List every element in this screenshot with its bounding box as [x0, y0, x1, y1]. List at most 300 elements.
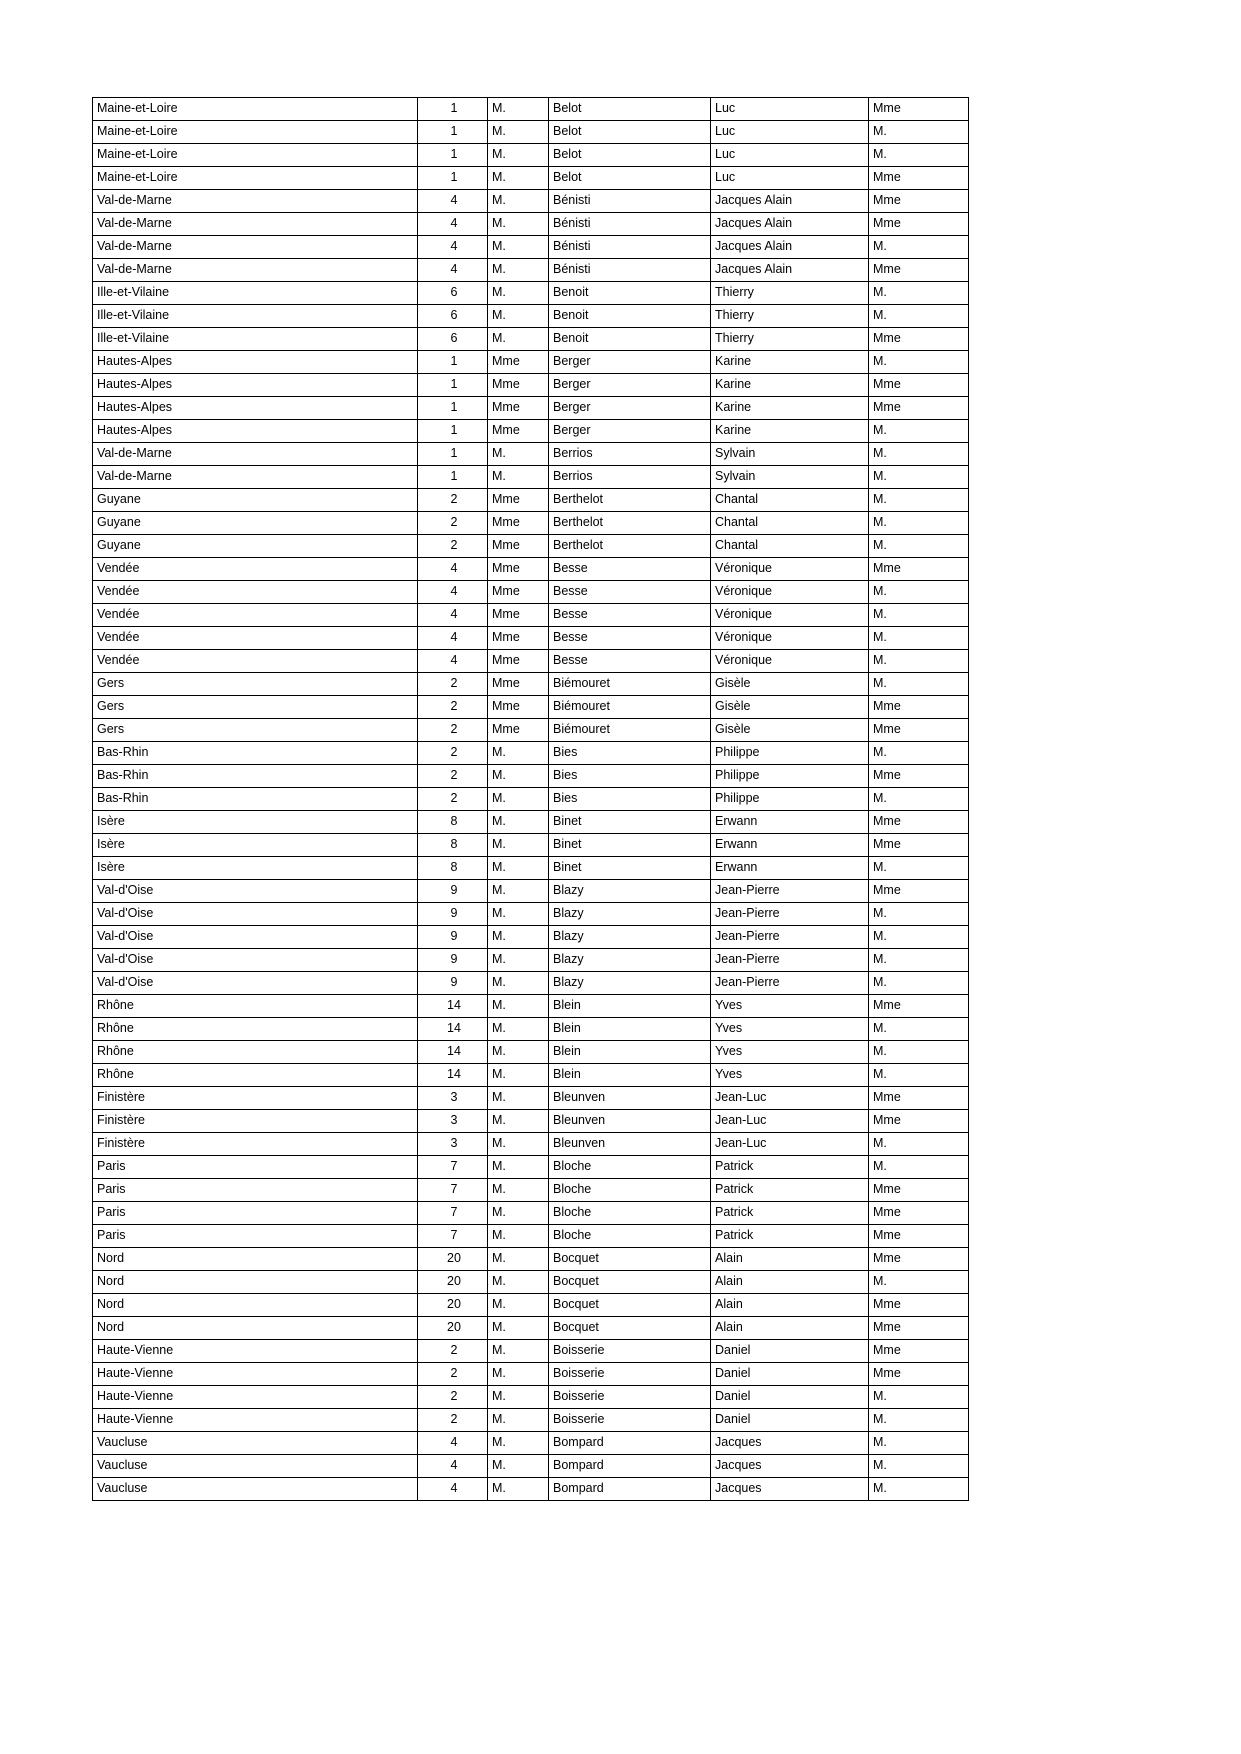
cell-nom: Boisserie — [549, 1363, 711, 1386]
table-row — [93, 397, 969, 420]
cell-civilite: Mme — [488, 719, 549, 742]
cell-numero: 7 — [418, 1202, 488, 1225]
cell-civilite_2: M. — [869, 121, 969, 144]
cell-prenom: Erwann — [711, 834, 869, 857]
table-row — [93, 834, 969, 857]
table-row — [93, 1225, 969, 1248]
cell-civilite_2: M. — [869, 1409, 969, 1432]
cell-numero: 20 — [418, 1248, 488, 1271]
table-row — [93, 236, 969, 259]
cell-civilite_2: Mme — [869, 811, 969, 834]
cell-civilite_2: Mme — [869, 834, 969, 857]
table-row — [93, 213, 969, 236]
cell-nom: Blazy — [549, 972, 711, 995]
cell-prenom: Daniel — [711, 1409, 869, 1432]
cell-departement: Val-de-Marne — [93, 443, 418, 466]
cell-nom: Bloche — [549, 1225, 711, 1248]
table-container — [92, 97, 968, 1501]
cell-civilite_2: M. — [869, 420, 969, 443]
cell-civilite: M. — [488, 765, 549, 788]
cell-prenom: Karine — [711, 374, 869, 397]
cell-prenom: Erwann — [711, 811, 869, 834]
table-row — [93, 190, 969, 213]
cell-prenom: Sylvain — [711, 466, 869, 489]
cell-civilite_2: Mme — [869, 1087, 969, 1110]
cell-numero: 4 — [418, 627, 488, 650]
table-row — [93, 765, 969, 788]
cell-numero: 2 — [418, 719, 488, 742]
cell-departement: Rhône — [93, 1064, 418, 1087]
cell-departement: Gers — [93, 673, 418, 696]
cell-civilite: M. — [488, 98, 549, 121]
table-row — [93, 1317, 969, 1340]
cell-numero: 2 — [418, 765, 488, 788]
cell-nom: Blein — [549, 995, 711, 1018]
cell-nom: Bleunven — [549, 1110, 711, 1133]
cell-numero: 2 — [418, 673, 488, 696]
cell-civilite: Mme — [488, 397, 549, 420]
cell-numero: 4 — [418, 213, 488, 236]
cell-prenom: Chantal — [711, 512, 869, 535]
cell-civilite_2: M. — [869, 581, 969, 604]
cell-departement: Vendée — [93, 650, 418, 673]
cell-civilite: Mme — [488, 627, 549, 650]
cell-prenom: Jacques Alain — [711, 259, 869, 282]
cell-departement: Val-de-Marne — [93, 259, 418, 282]
cell-departement: Vaucluse — [93, 1478, 418, 1501]
cell-nom: Binet — [549, 857, 711, 880]
cell-nom: Berger — [549, 374, 711, 397]
cell-numero: 4 — [418, 1478, 488, 1501]
cell-departement: Maine-et-Loire — [93, 167, 418, 190]
cell-civilite: Mme — [488, 650, 549, 673]
cell-civilite: M. — [488, 1432, 549, 1455]
cell-prenom: Yves — [711, 995, 869, 1018]
cell-numero: 4 — [418, 1455, 488, 1478]
cell-nom: Boisserie — [549, 1386, 711, 1409]
cell-civilite_2: M. — [869, 1271, 969, 1294]
cell-departement: Bas-Rhin — [93, 788, 418, 811]
cell-civilite_2: M. — [869, 236, 969, 259]
cell-civilite: M. — [488, 811, 549, 834]
cell-civilite_2: M. — [869, 1064, 969, 1087]
cell-civilite: M. — [488, 121, 549, 144]
cell-prenom: Jean-Luc — [711, 1133, 869, 1156]
cell-civilite: M. — [488, 466, 549, 489]
cell-numero: 2 — [418, 788, 488, 811]
cell-civilite_2: Mme — [869, 259, 969, 282]
cell-departement: Val-d'Oise — [93, 903, 418, 926]
cell-nom: Blein — [549, 1041, 711, 1064]
cell-prenom: Yves — [711, 1041, 869, 1064]
cell-nom: Bloche — [549, 1156, 711, 1179]
cell-numero: 1 — [418, 420, 488, 443]
cell-nom: Bompard — [549, 1455, 711, 1478]
table-row — [93, 880, 969, 903]
table-row — [93, 972, 969, 995]
cell-nom: Benoit — [549, 282, 711, 305]
cell-civilite_2: Mme — [869, 1202, 969, 1225]
cell-nom: Boisserie — [549, 1340, 711, 1363]
cell-numero: 1 — [418, 144, 488, 167]
cell-prenom: Jacques — [711, 1455, 869, 1478]
cell-prenom: Véronique — [711, 627, 869, 650]
cell-departement: Paris — [93, 1202, 418, 1225]
cell-civilite_2: M. — [869, 673, 969, 696]
cell-civilite_2: Mme — [869, 190, 969, 213]
cell-civilite_2: Mme — [869, 374, 969, 397]
cell-civilite: Mme — [488, 489, 549, 512]
cell-civilite_2: Mme — [869, 880, 969, 903]
cell-civilite: M. — [488, 1110, 549, 1133]
cell-civilite_2: M. — [869, 144, 969, 167]
cell-prenom: Daniel — [711, 1386, 869, 1409]
cell-prenom: Patrick — [711, 1156, 869, 1179]
cell-civilite: M. — [488, 1156, 549, 1179]
cell-prenom: Thierry — [711, 305, 869, 328]
cell-departement: Vendée — [93, 627, 418, 650]
cell-nom: Bocquet — [549, 1248, 711, 1271]
cell-nom: Biémouret — [549, 719, 711, 742]
cell-civilite: M. — [488, 1087, 549, 1110]
cell-civilite: M. — [488, 1064, 549, 1087]
cell-departement: Rhône — [93, 995, 418, 1018]
cell-numero: 4 — [418, 604, 488, 627]
cell-nom: Bénisti — [549, 190, 711, 213]
cell-civilite: M. — [488, 144, 549, 167]
cell-nom: Berrios — [549, 466, 711, 489]
cell-civilite_2: M. — [869, 650, 969, 673]
cell-prenom: Jean-Pierre — [711, 926, 869, 949]
cell-civilite: Mme — [488, 535, 549, 558]
cell-numero: 2 — [418, 512, 488, 535]
cell-nom: Bocquet — [549, 1294, 711, 1317]
cell-civilite: M. — [488, 742, 549, 765]
cell-departement: Finistère — [93, 1087, 418, 1110]
cell-numero: 1 — [418, 374, 488, 397]
cell-civilite: M. — [488, 972, 549, 995]
cell-civilite: Mme — [488, 581, 549, 604]
cell-nom: Bénisti — [549, 236, 711, 259]
cell-prenom: Jacques — [711, 1478, 869, 1501]
cell-civilite: M. — [488, 1386, 549, 1409]
cell-civilite: M. — [488, 213, 549, 236]
cell-nom: Blazy — [549, 926, 711, 949]
cell-nom: Berthelot — [549, 535, 711, 558]
cell-civilite: Mme — [488, 420, 549, 443]
cell-prenom: Thierry — [711, 328, 869, 351]
cell-civilite: M. — [488, 834, 549, 857]
cell-prenom: Gisèle — [711, 696, 869, 719]
cell-civilite: M. — [488, 1018, 549, 1041]
cell-numero: 1 — [418, 397, 488, 420]
table-row — [93, 259, 969, 282]
cell-civilite: Mme — [488, 558, 549, 581]
table-row — [93, 305, 969, 328]
cell-numero: 9 — [418, 880, 488, 903]
cell-nom: Belot — [549, 121, 711, 144]
cell-nom: Bénisti — [549, 213, 711, 236]
cell-nom: Bies — [549, 742, 711, 765]
cell-civilite_2: M. — [869, 627, 969, 650]
cell-civilite: M. — [488, 282, 549, 305]
cell-departement: Isère — [93, 811, 418, 834]
cell-departement: Val-d'Oise — [93, 949, 418, 972]
cell-prenom: Patrick — [711, 1202, 869, 1225]
cell-civilite_2: M. — [869, 742, 969, 765]
cell-civilite: M. — [488, 1294, 549, 1317]
cell-nom: Belot — [549, 98, 711, 121]
cell-prenom: Jean-Pierre — [711, 949, 869, 972]
cell-civilite_2: M. — [869, 926, 969, 949]
table-row — [93, 1478, 969, 1501]
cell-prenom: Karine — [711, 351, 869, 374]
cell-civilite: M. — [488, 949, 549, 972]
cell-departement: Guyane — [93, 535, 418, 558]
cell-civilite_2: M. — [869, 1478, 969, 1501]
cell-civilite: M. — [488, 1248, 549, 1271]
cell-numero: 3 — [418, 1110, 488, 1133]
cell-departement: Haute-Vienne — [93, 1363, 418, 1386]
cell-prenom: Karine — [711, 420, 869, 443]
cell-departement: Val-d'Oise — [93, 972, 418, 995]
table-row — [93, 98, 969, 121]
table-row — [93, 443, 969, 466]
cell-nom: Bloche — [549, 1179, 711, 1202]
cell-numero: 14 — [418, 1064, 488, 1087]
cell-prenom: Alain — [711, 1248, 869, 1271]
cell-numero: 8 — [418, 834, 488, 857]
cell-departement: Vendée — [93, 558, 418, 581]
cell-numero: 4 — [418, 1432, 488, 1455]
cell-departement: Val-d'Oise — [93, 880, 418, 903]
cell-departement: Val-de-Marne — [93, 466, 418, 489]
cell-departement: Bas-Rhin — [93, 765, 418, 788]
cell-civilite_2: Mme — [869, 397, 969, 420]
table-row — [93, 581, 969, 604]
cell-nom: Boisserie — [549, 1409, 711, 1432]
cell-departement: Val-de-Marne — [93, 236, 418, 259]
cell-numero: 20 — [418, 1271, 488, 1294]
table-row — [93, 673, 969, 696]
cell-numero: 8 — [418, 811, 488, 834]
cell-nom: Berger — [549, 397, 711, 420]
cell-nom: Besse — [549, 581, 711, 604]
cell-departement: Paris — [93, 1156, 418, 1179]
cell-civilite_2: M. — [869, 857, 969, 880]
cell-civilite: M. — [488, 788, 549, 811]
cell-prenom: Jean-Pierre — [711, 903, 869, 926]
cell-departement: Vendée — [93, 604, 418, 627]
cell-departement: Ille-et-Vilaine — [93, 305, 418, 328]
cell-nom: Binet — [549, 834, 711, 857]
cell-civilite_2: Mme — [869, 558, 969, 581]
cell-prenom: Véronique — [711, 581, 869, 604]
cell-civilite_2: Mme — [869, 213, 969, 236]
cell-civilite: M. — [488, 903, 549, 926]
cell-prenom: Alain — [711, 1317, 869, 1340]
table-row — [93, 558, 969, 581]
cell-nom: Besse — [549, 627, 711, 650]
table-row — [93, 512, 969, 535]
table-row — [93, 1294, 969, 1317]
cell-numero: 4 — [418, 650, 488, 673]
table-row — [93, 1363, 969, 1386]
cell-civilite_2: M. — [869, 489, 969, 512]
cell-departement: Isère — [93, 857, 418, 880]
cell-departement: Ille-et-Vilaine — [93, 328, 418, 351]
table-row — [93, 1202, 969, 1225]
cell-civilite_2: Mme — [869, 167, 969, 190]
cell-numero: 2 — [418, 1340, 488, 1363]
cell-numero: 2 — [418, 489, 488, 512]
cell-nom: Blazy — [549, 903, 711, 926]
cell-civilite_2: M. — [869, 788, 969, 811]
cell-civilite_2: M. — [869, 1133, 969, 1156]
cell-numero: 3 — [418, 1087, 488, 1110]
cell-prenom: Patrick — [711, 1225, 869, 1248]
cell-prenom: Jacques — [711, 1432, 869, 1455]
cell-civilite: M. — [488, 1225, 549, 1248]
cell-civilite_2: M. — [869, 282, 969, 305]
cell-nom: Bénisti — [549, 259, 711, 282]
cell-numero: 4 — [418, 558, 488, 581]
cell-prenom: Daniel — [711, 1340, 869, 1363]
cell-departement: Vendée — [93, 581, 418, 604]
cell-departement: Guyane — [93, 512, 418, 535]
cell-civilite_2: Mme — [869, 1363, 969, 1386]
cell-nom: Binet — [549, 811, 711, 834]
cell-departement: Vaucluse — [93, 1455, 418, 1478]
cell-civilite: Mme — [488, 696, 549, 719]
cell-prenom: Gisèle — [711, 673, 869, 696]
cell-numero: 8 — [418, 857, 488, 880]
cell-numero: 3 — [418, 1133, 488, 1156]
cell-civilite: M. — [488, 190, 549, 213]
table-row — [93, 696, 969, 719]
cell-prenom: Philippe — [711, 765, 869, 788]
cell-nom: Benoit — [549, 328, 711, 351]
cell-prenom: Yves — [711, 1018, 869, 1041]
cell-civilite_2: Mme — [869, 765, 969, 788]
cell-numero: 1 — [418, 121, 488, 144]
cell-departement: Gers — [93, 696, 418, 719]
cell-departement: Finistère — [93, 1110, 418, 1133]
cell-civilite_2: M. — [869, 535, 969, 558]
cell-nom: Bompard — [549, 1432, 711, 1455]
cell-prenom: Yves — [711, 1064, 869, 1087]
cell-civilite: M. — [488, 1455, 549, 1478]
table-row — [93, 1156, 969, 1179]
cell-nom: Bleunven — [549, 1133, 711, 1156]
cell-nom: Bloche — [549, 1202, 711, 1225]
cell-prenom: Véronique — [711, 604, 869, 627]
cell-prenom: Thierry — [711, 282, 869, 305]
cell-departement: Vaucluse — [93, 1432, 418, 1455]
cell-civilite_2: M. — [869, 949, 969, 972]
cell-departement: Maine-et-Loire — [93, 144, 418, 167]
cell-nom: Blein — [549, 1064, 711, 1087]
cell-numero: 4 — [418, 236, 488, 259]
cell-numero: 6 — [418, 282, 488, 305]
cell-numero: 2 — [418, 535, 488, 558]
parlementaires-table — [92, 97, 969, 1501]
table-row — [93, 121, 969, 144]
cell-prenom: Véronique — [711, 650, 869, 673]
cell-civilite: M. — [488, 1409, 549, 1432]
cell-civilite: M. — [488, 1271, 549, 1294]
table-row — [93, 167, 969, 190]
cell-numero: 9 — [418, 949, 488, 972]
cell-prenom: Jean-Luc — [711, 1087, 869, 1110]
cell-civilite: Mme — [488, 604, 549, 627]
cell-civilite: M. — [488, 880, 549, 903]
cell-numero: 2 — [418, 742, 488, 765]
cell-nom: Belot — [549, 144, 711, 167]
table-row — [93, 627, 969, 650]
cell-numero: 9 — [418, 903, 488, 926]
cell-civilite: M. — [488, 926, 549, 949]
cell-prenom: Daniel — [711, 1363, 869, 1386]
table-row — [93, 995, 969, 1018]
table-row — [93, 535, 969, 558]
cell-prenom: Jean-Pierre — [711, 880, 869, 903]
cell-departement: Val-de-Marne — [93, 213, 418, 236]
table-row — [93, 903, 969, 926]
table-row — [93, 650, 969, 673]
cell-civilite: M. — [488, 857, 549, 880]
cell-civilite_2: M. — [869, 903, 969, 926]
cell-nom: Berthelot — [549, 512, 711, 535]
cell-nom: Biémouret — [549, 696, 711, 719]
table-row — [93, 1340, 969, 1363]
cell-civilite: M. — [488, 1041, 549, 1064]
cell-civilite_2: Mme — [869, 98, 969, 121]
cell-nom: Bies — [549, 788, 711, 811]
cell-prenom: Luc — [711, 98, 869, 121]
cell-numero: 20 — [418, 1317, 488, 1340]
cell-prenom: Gisèle — [711, 719, 869, 742]
cell-nom: Berger — [549, 351, 711, 374]
cell-civilite_2: M. — [869, 972, 969, 995]
table-row — [93, 604, 969, 627]
cell-civilite: M. — [488, 259, 549, 282]
cell-civilite_2: M. — [869, 351, 969, 374]
cell-departement: Paris — [93, 1225, 418, 1248]
table-row — [93, 1386, 969, 1409]
table-row — [93, 1409, 969, 1432]
cell-departement: Maine-et-Loire — [93, 98, 418, 121]
cell-prenom: Luc — [711, 121, 869, 144]
cell-numero: 1 — [418, 98, 488, 121]
cell-civilite: Mme — [488, 512, 549, 535]
cell-departement: Rhône — [93, 1018, 418, 1041]
cell-departement: Haute-Vienne — [93, 1409, 418, 1432]
table-row — [93, 926, 969, 949]
cell-nom: Blazy — [549, 880, 711, 903]
cell-civilite_2: Mme — [869, 1225, 969, 1248]
cell-civilite_2: Mme — [869, 1110, 969, 1133]
cell-numero: 2 — [418, 1386, 488, 1409]
cell-civilite: M. — [488, 236, 549, 259]
cell-nom: Bies — [549, 765, 711, 788]
cell-prenom: Luc — [711, 144, 869, 167]
table-row — [93, 719, 969, 742]
cell-nom: Bompard — [549, 1478, 711, 1501]
cell-civilite: M. — [488, 995, 549, 1018]
table-row — [93, 282, 969, 305]
cell-civilite: Mme — [488, 351, 549, 374]
